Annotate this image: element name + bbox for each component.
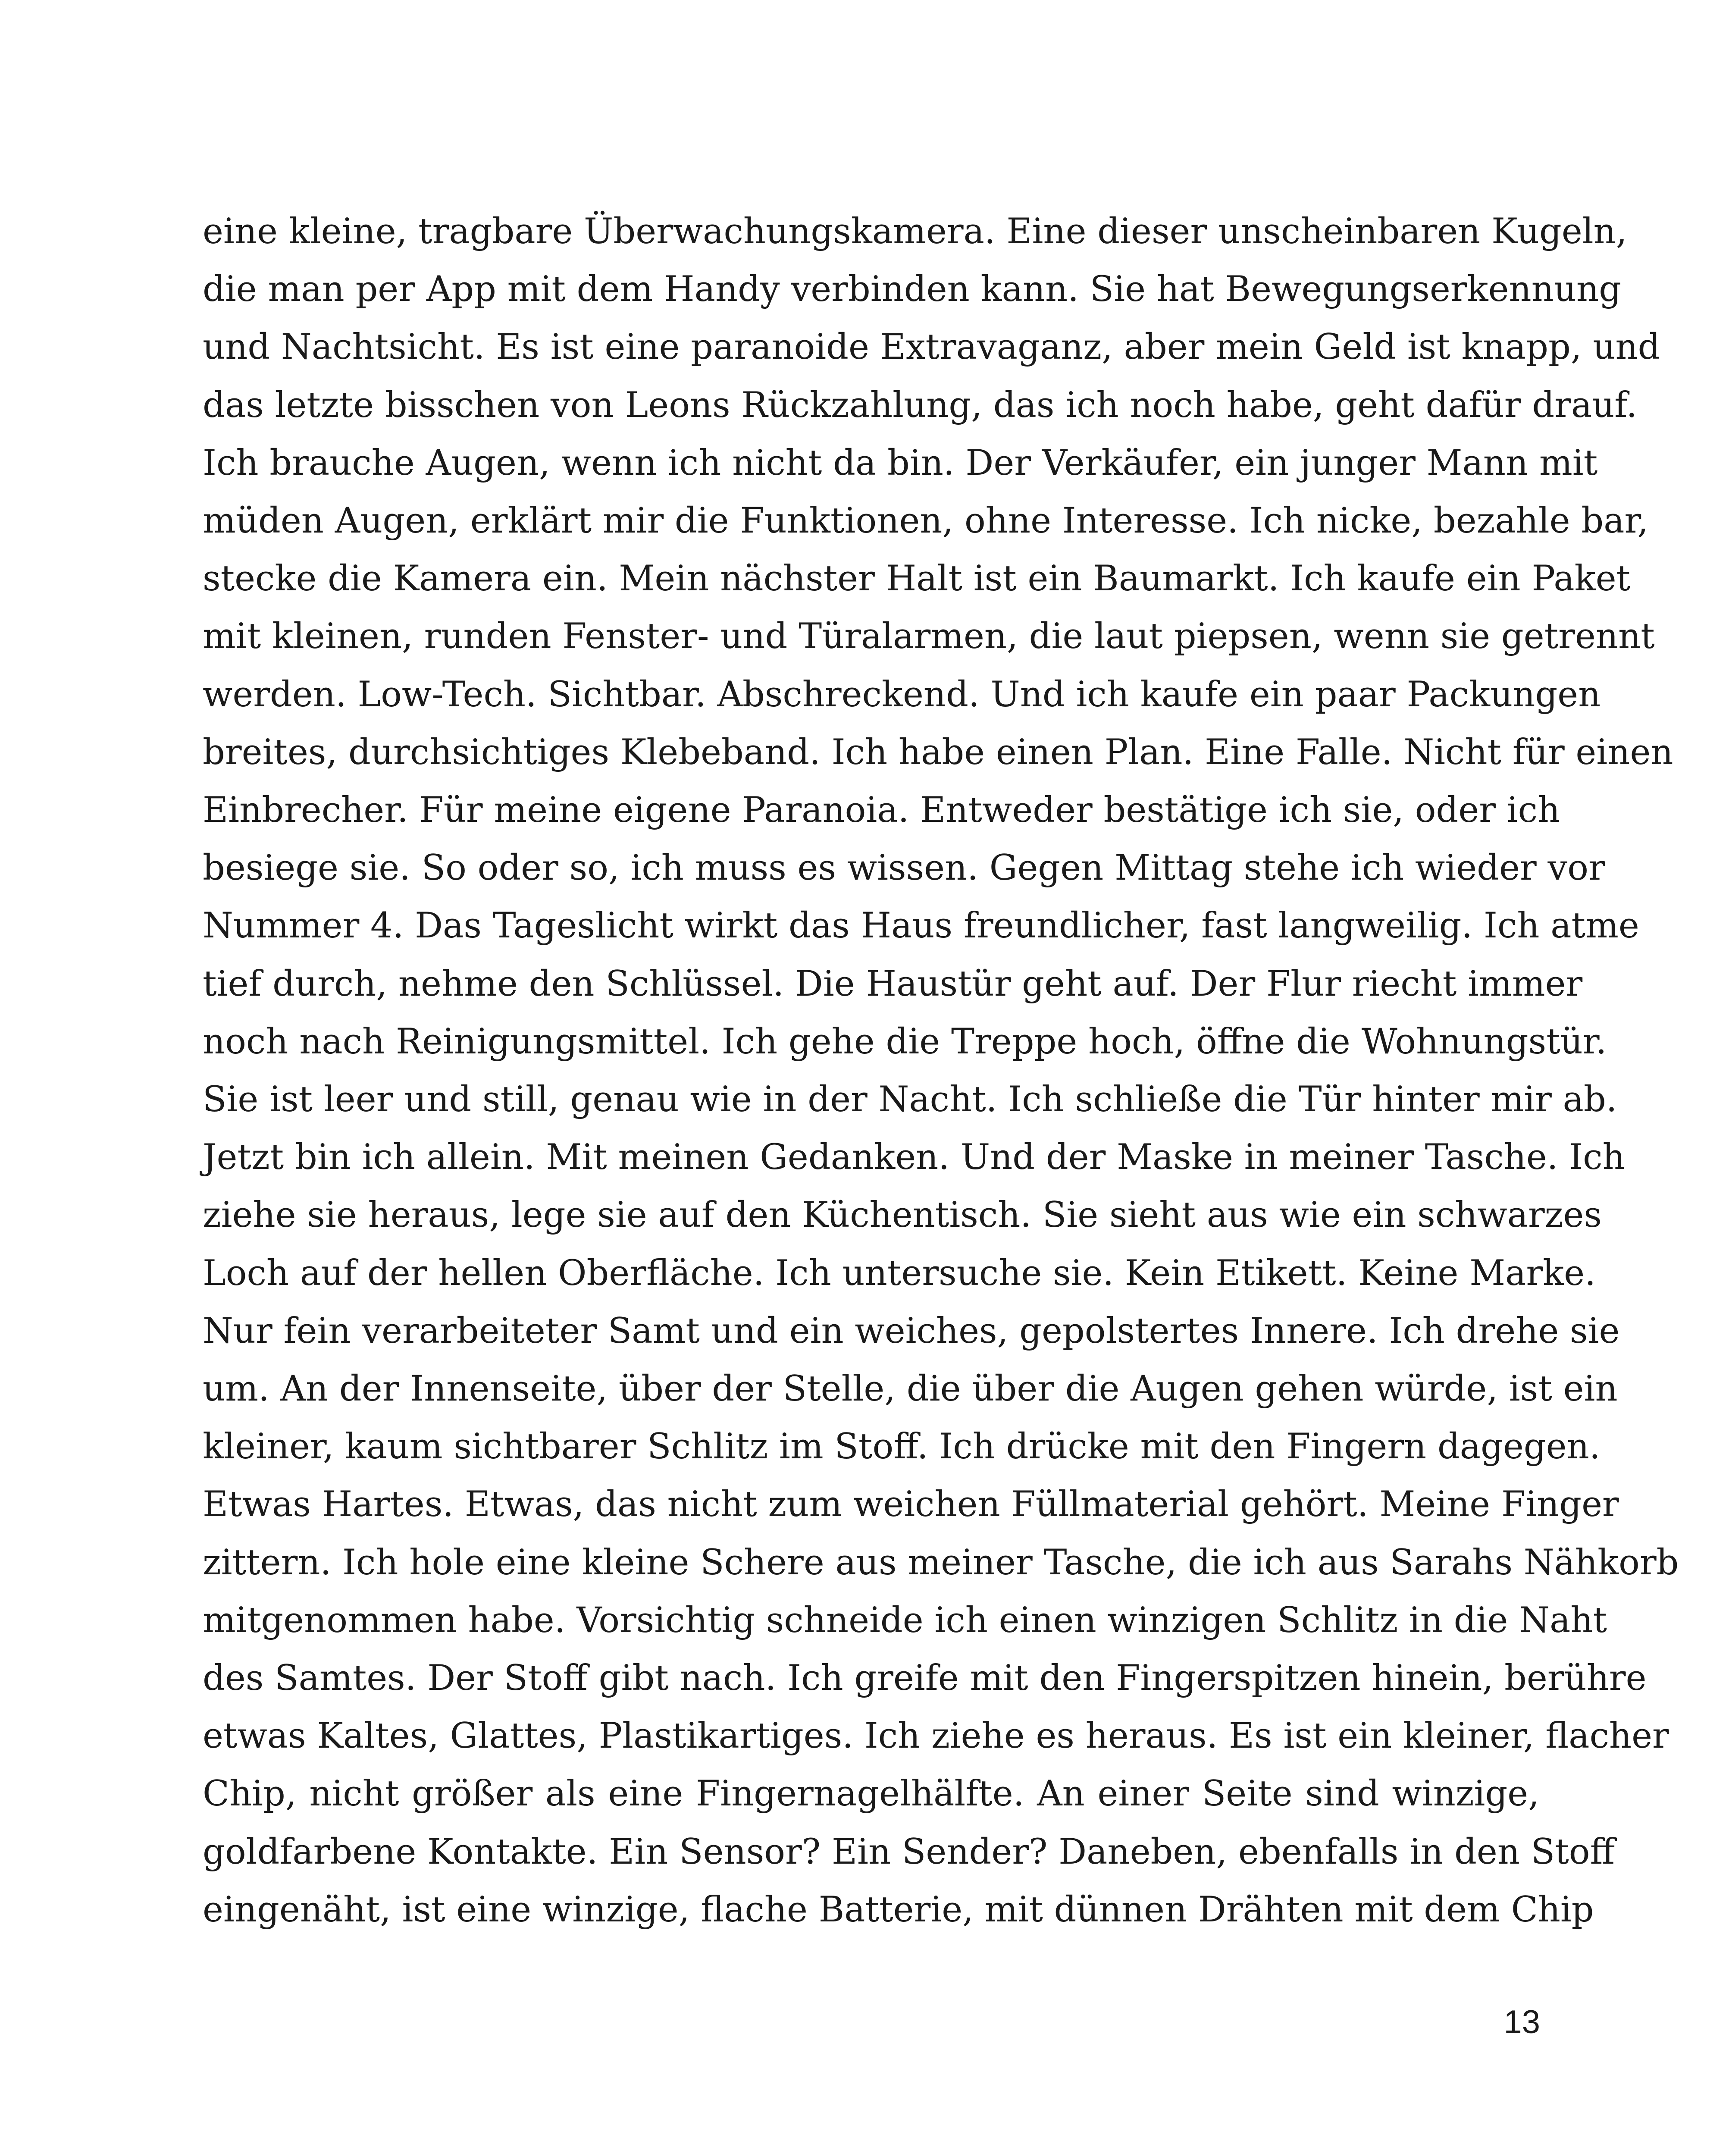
text-line: Nummer 4. Das Tageslicht wirkt das Haus freundlicher, fast langweilig. Ich atme bbox=[203, 906, 1639, 946]
text-line: etwas Kaltes, Glattes, Plastikartiges. Ich ziehe es heraus. Es ist ein kleiner, flacher bbox=[203, 1716, 1669, 1757]
text-line: das letzte bisschen von Leons Rückzahlung, das ich noch habe, geht dafür drauf. bbox=[203, 385, 1638, 426]
text-line: Loch auf der hellen Oberfläche. Ich untersuche sie. Kein Etikett. Keine Marke. bbox=[203, 1253, 1596, 1294]
text-line: ziehe sie heraus, lege sie auf den Küchentisch. Sie sieht aus wie ein schwarzes bbox=[203, 1195, 1602, 1236]
text-line: mitgenommen habe. Vorsichtig schneide ich einen winzigen Schlitz in die Naht bbox=[203, 1600, 1607, 1641]
text-line: Jetzt bin ich allein. Mit meinen Gedanken. Und der Maske in meiner Tasche. Ich bbox=[203, 1137, 1625, 1178]
text-line: Chip, nicht größer als eine Fingernagelhälfte. An einer Seite sind winzige, bbox=[203, 1774, 1539, 1814]
text-line: goldfarbene Kontakte. Ein Sensor? Ein Sender? Daneben, ebenfalls in den Stoff bbox=[203, 1831, 1615, 1872]
text-line: werden. Low-Tech. Sichtbar. Abschreckend. Und ich kaufe ein paar Packungen bbox=[203, 674, 1601, 715]
text-line: um. An der Innenseite, über der Stelle, die über die Augen gehen würde, ist ein bbox=[203, 1369, 1618, 1410]
text-line: und Nachtsicht. Es ist eine paranoide Extravaganz, aber mein Geld ist knapp, und bbox=[203, 327, 1660, 368]
text-line: des Samtes. Der Stoff gibt nach. Ich greife mit den Fingerspitzen hinein, berühre bbox=[203, 1658, 1647, 1699]
body-paragraph bbox=[203, 203, 1679, 1939]
text-line: breites, durchsichtiges Klebeband. Ich habe einen Plan. Eine Falle. Nicht für einen bbox=[203, 732, 1673, 773]
text-line: Einbrecher. Für meine eigene Paranoia. Entweder bestätige ich sie, oder ich bbox=[203, 790, 1560, 831]
text-line: die man per App mit dem Handy verbinden kann. Sie hat Bewegungserkennung bbox=[203, 269, 1622, 310]
text-line: noch nach Reinigungsmittel. Ich gehe die Treppe hoch, öffne die Wohnungstür. bbox=[203, 1021, 1607, 1062]
text-line: zittern. Ich hole eine kleine Schere aus meiner Tasche, die ich aus Sarahs Nähkorb bbox=[203, 1542, 1679, 1583]
text-line: eine kleine, tragbare Überwachungskamera. Eine dieser unscheinbaren Kugeln, bbox=[203, 211, 1627, 252]
text-line: müden Augen, erklärt mir die Funktionen, ohne Interesse. Ich nicke, bezahle bar, bbox=[203, 501, 1649, 542]
page-number: 13 bbox=[1503, 2004, 1540, 2040]
text-line: tief durch, nehme den Schlüssel. Die Haustür geht auf. Der Flur riecht immer bbox=[203, 963, 1583, 1004]
text-line: stecke die Kamera ein. Mein nächster Halt ist ein Baumarkt. Ich kaufe ein Paket bbox=[203, 558, 1631, 599]
text-line: eingenäht, ist eine winzige, flache Batterie, mit dünnen Drähten mit dem Chip bbox=[203, 1889, 1594, 1930]
text-line: Nur fein verarbeiteter Samt und ein weiches, gepolstertes Innere. Ich drehe sie bbox=[203, 1310, 1620, 1351]
text-line: Etwas Hartes. Etwas, das nicht zum weichen Füllmaterial gehört. Meine Finger bbox=[203, 1484, 1619, 1525]
text-line: mit kleinen, runden Fenster- und Türalarmen, die laut piepsen, wenn sie getrennt bbox=[203, 616, 1655, 657]
text-line: besiege sie. So oder so, ich muss es wissen. Gegen Mittag stehe ich wieder vor bbox=[203, 848, 1605, 889]
text-line: Ich brauche Augen, wenn ich nicht da bin. Der Verkäufer, ein junger Mann mit bbox=[203, 442, 1598, 483]
text-line: Sie ist leer und still, genau wie in der Nacht. Ich schließe die Tür hinter mir ab. bbox=[203, 1079, 1617, 1120]
text-line: kleiner, kaum sichtbarer Schlitz im Stoff. Ich drücke mit den Fingern dagegen. bbox=[203, 1426, 1600, 1467]
